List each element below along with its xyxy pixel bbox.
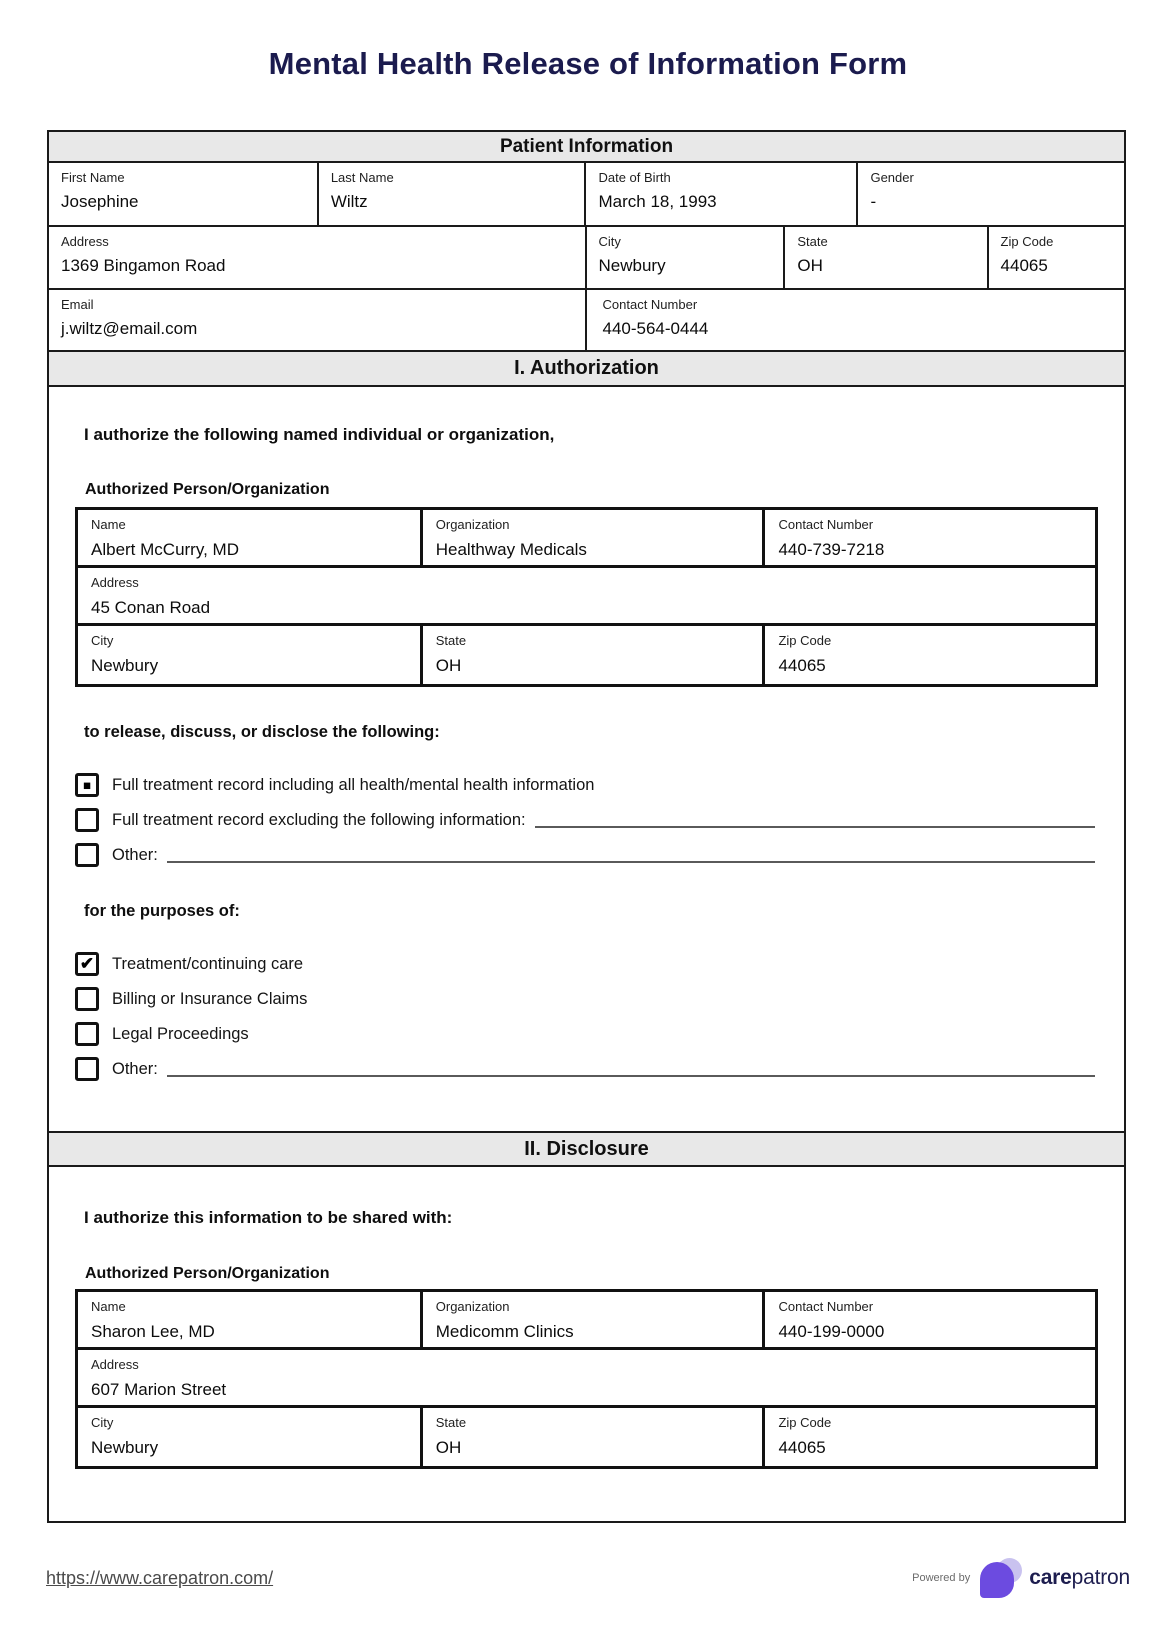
field-auth-city (78, 626, 423, 684)
field-disc-zip (765, 1408, 1095, 1466)
field-value: Wiltz (330, 192, 368, 211)
field-last-name (319, 163, 587, 225)
field-label: Address (91, 575, 139, 590)
field-label: Address (91, 1357, 139, 1372)
field-disc-contact (765, 1292, 1095, 1347)
field-email (49, 290, 587, 350)
field-address (49, 227, 587, 288)
checkbox-row-billing-insurance (75, 987, 1097, 1011)
checkbox-row-full-record-excluding (75, 808, 1097, 832)
fill-in-line[interactable] (167, 1059, 1095, 1077)
release-heading: to release, discuss, or disclose the following: (84, 723, 440, 741)
field-auth-state (423, 626, 766, 684)
checkbox-label: Other: (112, 845, 158, 864)
field-value: Newbury (598, 256, 666, 275)
section-header-disclosure: II. Disclosure (49, 1131, 1124, 1167)
field-value: Healthway Medicals (435, 540, 587, 559)
authorization-table (75, 507, 1098, 687)
field-value: 45 Conan Road (91, 598, 211, 617)
field-value: Newbury (91, 1438, 159, 1457)
authorization-intro: I authorize the following named individual or organization, (84, 425, 555, 444)
checkbox-label: Legal Proceedings (112, 1024, 249, 1043)
field-value: 44065 (1000, 256, 1048, 275)
patient-row-2 (49, 227, 1124, 290)
field-value: 44065 (778, 656, 826, 675)
field-label: Organization (435, 1299, 510, 1314)
page-footer (46, 1556, 1130, 1600)
field-value: Newbury (91, 656, 159, 675)
field-auth-address (78, 568, 1095, 623)
field-label: Contact Number (778, 517, 874, 532)
authorized-person-org-title: Authorized Person/Organization (85, 1265, 330, 1282)
field-value: 440-199-0000 (778, 1322, 885, 1341)
page-title: Mental Health Release of Information Form (268, 46, 908, 81)
table-row (78, 626, 1095, 684)
field-disc-organization (423, 1292, 766, 1347)
field-label: Organization (435, 517, 510, 532)
checkbox-label: Full treatment record including all health/mental health information (112, 775, 595, 794)
field-value: Medicomm Clinics (435, 1322, 574, 1341)
logo-bubble-main (980, 1562, 1014, 1598)
purposes-heading: for the purposes of: (84, 902, 240, 920)
field-disc-address (78, 1350, 1095, 1405)
field-value: Josephine (61, 192, 139, 211)
checkbox-row-treatment-care (75, 952, 1097, 976)
powered-by-group (912, 1558, 1130, 1598)
field-label: Name (91, 1299, 126, 1314)
field-value: 1369 Bingamon Road (61, 256, 226, 275)
checkbox-release-other[interactable] (75, 843, 99, 867)
checkbox-full-record-including[interactable]: ▪ (75, 773, 99, 797)
field-auth-name (78, 510, 423, 565)
checkbox-row-release-other (75, 843, 1097, 867)
field-label: City (598, 234, 621, 249)
disclosure-section (49, 1167, 1124, 1517)
field-label: Zip Code (778, 1415, 832, 1430)
field-label: Email (61, 297, 94, 312)
carepatron-url-link[interactable]: https://www.carepatron.com/ (46, 1567, 274, 1588)
field-zip-code (989, 227, 1124, 288)
field-state (785, 227, 988, 288)
field-value: Albert McCurry, MD (91, 540, 239, 559)
checkbox-purpose-other[interactable] (75, 1057, 99, 1081)
field-label: Last Name (330, 170, 394, 185)
disclosure-intro: I authorize this information to be shared with: (84, 1208, 453, 1227)
field-value: 440-739-7218 (778, 540, 885, 559)
checkbox-label: Treatment/continuing care (112, 954, 304, 973)
brand-wordmark (1029, 1566, 1130, 1590)
fill-in-line[interactable] (535, 810, 1095, 828)
field-label: Contact Number (602, 297, 698, 312)
field-value: March 18, 1993 (598, 192, 717, 211)
release-options (75, 770, 1097, 867)
field-value: OH (435, 656, 462, 675)
field-label: State (797, 234, 828, 249)
purpose-options (75, 952, 1097, 1081)
checkbox-row-purpose-other (75, 1057, 1097, 1081)
checkbox-row-legal-proceedings (75, 1022, 1097, 1046)
field-value: j.wiltz@email.com (61, 319, 198, 338)
field-label: City (91, 1415, 114, 1430)
field-value: OH (435, 1438, 462, 1457)
patient-row-1 (49, 163, 1124, 227)
checkbox-billing-insurance[interactable] (75, 987, 99, 1011)
table-row (78, 1350, 1095, 1408)
field-value: 440-564-0444 (602, 319, 709, 338)
authorization-section (49, 387, 1124, 1131)
field-auth-organization (423, 510, 766, 565)
field-label: Contact Number (778, 1299, 874, 1314)
field-value: - (870, 192, 877, 211)
field-label: Gender (870, 170, 914, 185)
field-disc-state (423, 1408, 766, 1466)
field-label: First Name (61, 170, 125, 185)
field-value: OH (797, 256, 823, 275)
field-label: City (91, 633, 114, 648)
field-first-name (49, 163, 319, 225)
field-disc-city (78, 1408, 423, 1466)
checkbox-full-record-excluding[interactable] (75, 808, 99, 832)
field-value: 44065 (778, 1438, 826, 1457)
checkbox-label: Full treatment record excluding the following information: (112, 810, 526, 829)
table-row (78, 1292, 1095, 1350)
field-disc-name (78, 1292, 423, 1347)
field-value: Sharon Lee, MD (91, 1322, 215, 1341)
field-auth-contact (765, 510, 1095, 565)
field-gender (858, 163, 1124, 225)
field-contact-number (587, 290, 1125, 350)
powered-by-label: Powered by (912, 1572, 971, 1584)
field-label: Name (91, 517, 126, 532)
section-header-patient-information: Patient Information (49, 132, 1124, 163)
field-label: Date of Birth (598, 170, 671, 185)
carepatron-logo-icon (980, 1558, 1022, 1598)
field-label: State (435, 633, 467, 648)
table-row (78, 568, 1095, 626)
checkbox-treatment-care[interactable]: ✔ (75, 952, 99, 976)
checkbox-legal-proceedings[interactable] (75, 1022, 99, 1046)
checkbox-label: Billing or Insurance Claims (112, 989, 308, 1008)
field-label: State (435, 1415, 467, 1430)
authorized-person-org-title: Authorized Person/Organization (85, 481, 330, 498)
field-label: Address (61, 234, 109, 249)
section-header-authorization: I. Authorization (49, 352, 1124, 387)
table-row (78, 1408, 1095, 1466)
table-row (78, 510, 1095, 568)
field-city (587, 227, 786, 288)
field-label: Zip Code (778, 633, 832, 648)
fill-in-line[interactable] (167, 845, 1095, 863)
brand-patron: patron (1071, 1566, 1130, 1589)
checkbox-row-full-record-including (75, 770, 1097, 800)
field-label: Zip Code (1000, 234, 1054, 249)
patient-row-3 (49, 290, 1124, 352)
brand-care: care (1029, 1566, 1072, 1589)
disclosure-table (75, 1289, 1098, 1469)
field-date-of-birth (586, 163, 858, 225)
field-auth-zip (765, 626, 1095, 684)
form-container (47, 130, 1126, 1523)
field-value: 607 Marion Street (91, 1380, 227, 1399)
checkbox-label: Other: (112, 1059, 158, 1078)
